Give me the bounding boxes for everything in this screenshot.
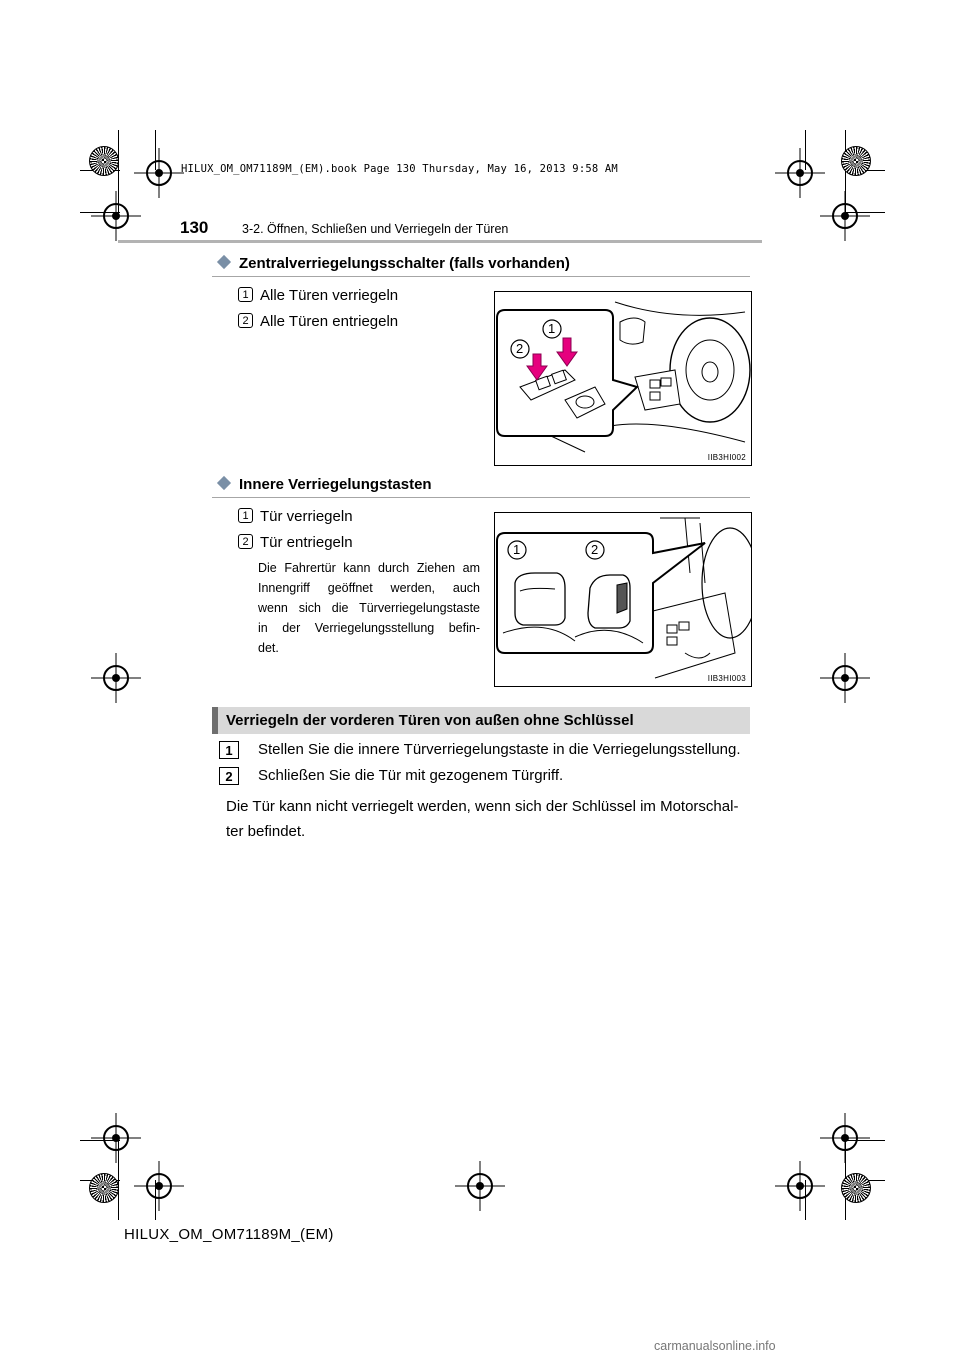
section-title-central-locking	[219, 255, 570, 272]
inner-lock-illustration	[495, 513, 751, 686]
book-stamp: HILUX_OM_OM71189M_(EM).book Page 130 Thursday, May 16, 2013 9:58 AM	[181, 163, 618, 175]
item-number-badge: 1	[238, 287, 253, 302]
registration-mark	[146, 1173, 172, 1199]
color-target-top-right	[841, 146, 871, 176]
item-unlock-door: Tür entriegeln	[260, 534, 353, 551]
watermark: carmanualsonline.info	[654, 1339, 776, 1353]
item-lock-door: Tür verriegeln	[260, 508, 353, 525]
item-lock-all-doors: Alle Türen verriegeln	[260, 287, 399, 304]
figure-id: IIB3HI003	[707, 674, 746, 683]
section-rule	[212, 276, 750, 277]
figure-callout-1: 1	[548, 321, 556, 336]
registration-mark	[787, 1173, 813, 1199]
registration-mark	[832, 665, 858, 691]
registration-mark	[103, 665, 129, 691]
figure-callout-1: 1	[513, 542, 521, 557]
diamond-bullet-icon	[217, 255, 231, 269]
registration-mark	[832, 1125, 858, 1151]
paragraph-line: ter befindet.	[226, 823, 306, 840]
header-rule	[118, 240, 762, 243]
color-target-bottom-left	[89, 1173, 119, 1203]
color-target-bottom-right	[841, 1173, 871, 1203]
note-line: in der Verriegelungsstellung befin-	[258, 621, 480, 635]
registration-mark	[103, 1125, 129, 1151]
note-line: wenn sich die Türverriegelungstaste	[258, 601, 480, 615]
section-title-text: Innere Verriegelungstasten	[239, 476, 432, 493]
paragraph-key-note	[226, 794, 746, 844]
step-number-badge: 2	[219, 767, 239, 785]
item-number-badge: 2	[238, 313, 253, 328]
color-target-top-left	[89, 146, 119, 176]
figure-id: IIB3HI002	[707, 453, 746, 462]
section-heading-bar	[212, 707, 750, 734]
note-driver-door	[258, 558, 480, 658]
step-text: Stellen Sie die innere Türverriegelungstaste in die Verriegelungsstellung.	[258, 741, 741, 758]
section-heading-text: Verriegeln der vorderen Türen von außen ohne Schlüssel	[226, 712, 634, 729]
registration-mark	[467, 1173, 493, 1199]
figure-callout-2: 2	[591, 542, 599, 557]
section-title-text: Zentralverriegelungsschalter (falls vorhanden)	[239, 255, 570, 272]
item-unlock-all-doors: Alle Türen entriegeln	[260, 313, 399, 330]
section-title-inner-lock-buttons	[219, 476, 432, 493]
item-number-badge: 1	[238, 508, 253, 523]
step-text: Schließen Sie die Tür mit gezogenem Türgriff.	[258, 767, 564, 784]
note-line: det.	[258, 641, 279, 655]
registration-mark	[832, 203, 858, 229]
section-rule	[212, 497, 750, 498]
chapter-title: 3-2. Öffnen, Schließen und Verriegeln der Türen	[242, 222, 509, 236]
registration-mark	[103, 203, 129, 229]
paragraph-line: Die Tür kann nicht verriegelt werden, wenn sich der Schlüssel im Motorschal-	[226, 798, 739, 815]
footer-document-code: HILUX_OM_OM71189M_(EM)	[124, 1226, 334, 1243]
note-line: Die Fahrertür kann durch Ziehen am	[258, 561, 480, 575]
diamond-bullet-icon	[217, 476, 231, 490]
figure-callout-2: 2	[516, 341, 524, 356]
central-locking-illustration	[495, 292, 751, 465]
registration-mark	[146, 160, 172, 186]
page-number: 130	[180, 218, 209, 237]
figure-central-locking-switch	[494, 291, 752, 466]
registration-mark	[787, 160, 813, 186]
step-number-badge: 1	[219, 741, 239, 759]
figure-inner-lock-buttons	[494, 512, 752, 687]
item-number-badge: 2	[238, 534, 253, 549]
note-line: Innengriff geöffnet werden, auch	[258, 581, 480, 595]
